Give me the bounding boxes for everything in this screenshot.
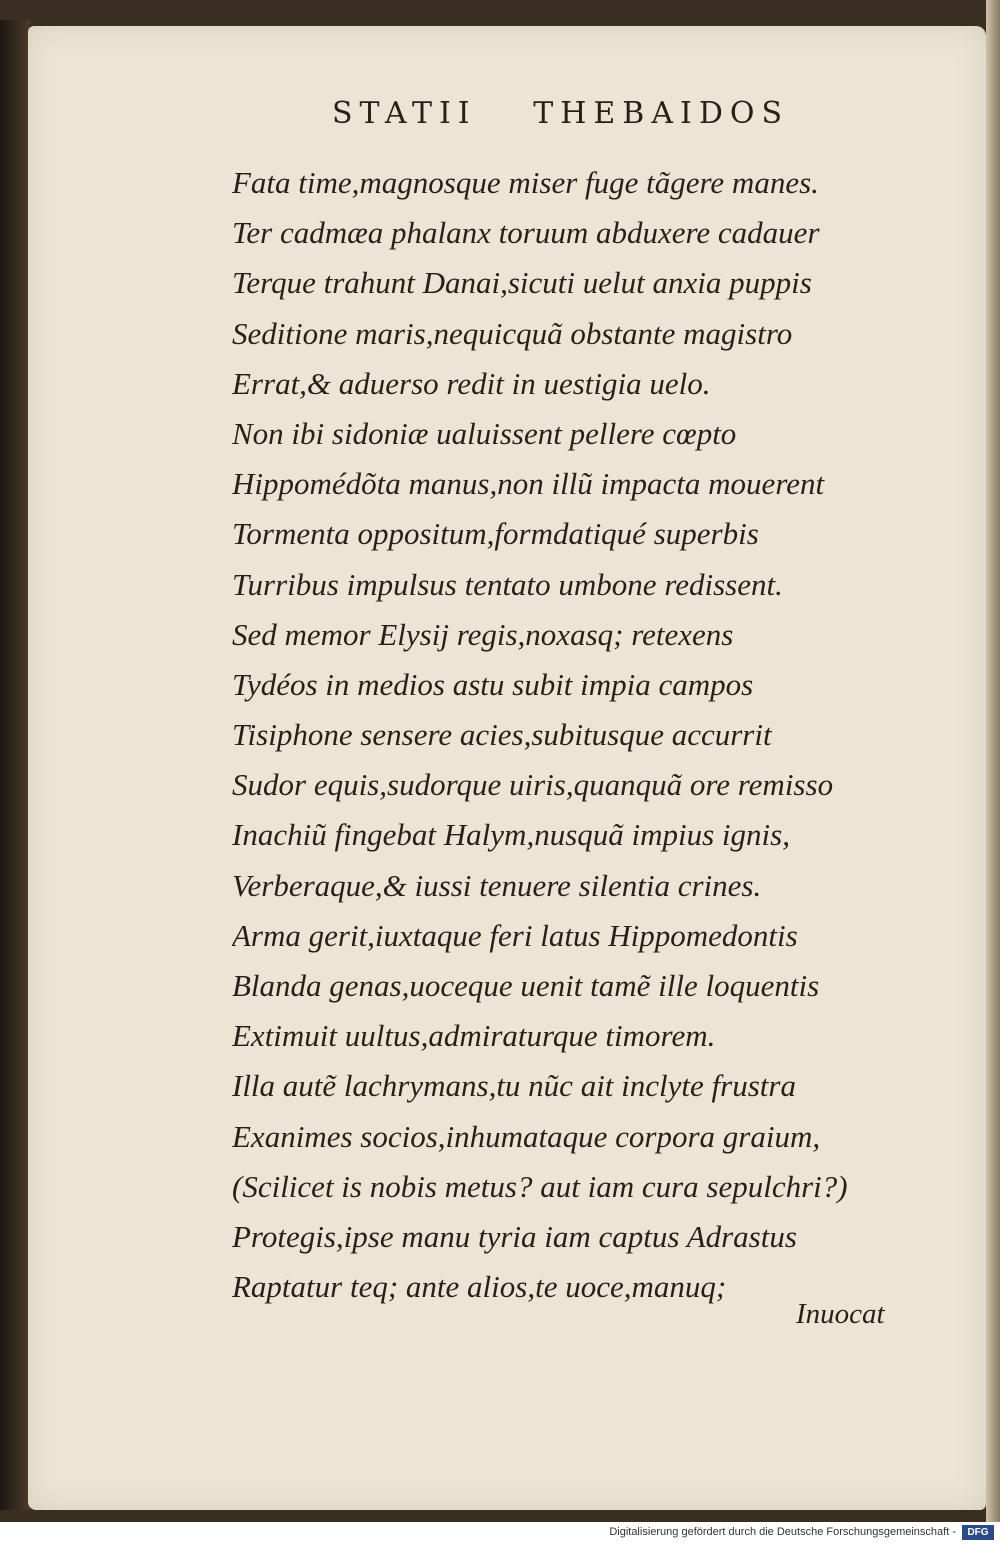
- verse-line: Blanda genas,uoceque uenit tamẽ ille loquentis: [232, 968, 820, 1003]
- verse-line: Non ibi sidoniæ ualuissent pellere cœpto: [232, 415, 737, 451]
- header-word-thebaidos: THEBAIDOS: [533, 96, 790, 131]
- catchword: Inuocat: [796, 1298, 885, 1330]
- verse-line: Turribus impulsus tentato umbone redissent.: [232, 566, 783, 602]
- verse-line: Hippomédõta manus,non illũ impacta mouerent: [232, 466, 825, 502]
- verse-line: Tydéos in medios astu subit impia campos: [232, 666, 754, 702]
- page-edge: [986, 0, 1000, 1522]
- verse-line: Exanimes socios,inhumataque corpora graium,: [232, 1118, 821, 1154]
- verse-line: Sudor equis,sudorque uiris,quanquã ore remisso: [232, 767, 834, 803]
- verse-line: Errat,& aduerso redit in uestigia uelo.: [232, 365, 711, 401]
- verse-line: (Scilicet is nobis metus? aut iam cura sepulchri?): [232, 1168, 848, 1204]
- verse-line: Seditione maris,nequicquã obstante magistro: [232, 315, 793, 351]
- verse-line: Protegis,ipse manu tyria iam captus Adrastus: [232, 1218, 797, 1254]
- header-word-statii: STATII: [332, 96, 477, 131]
- verse-block: [232, 158, 922, 1312]
- verse-line: Extimuit uultus,admiraturque timorem.: [232, 1018, 716, 1054]
- dfg-logo-icon: DFG: [962, 1525, 994, 1540]
- verse-line: Tisiphone sensere acies,subitusque accurrit: [232, 717, 772, 753]
- verse-line: Arma gerit,iuxtaque feri latus Hippomedontis: [232, 917, 798, 953]
- verse-line: Sed memor Elysij regis,noxasq; retexens: [232, 616, 734, 652]
- verse-line: Tormenta oppositum,formdatiqué superbis: [232, 516, 759, 552]
- funding-credit: Digitalisierung gefördert durch die Deutsche Forschungsgemeinschaft -: [609, 1526, 956, 1538]
- running-header: [332, 96, 829, 131]
- verse-line: Fata time,magnosque miser fuge tãgere manes.: [232, 165, 819, 200]
- verse-line: Illa autẽ lachrymans,tu nũc ait inclyte frustra: [232, 1068, 796, 1104]
- footer-bar: [0, 1522, 1000, 1544]
- book-spine: [0, 20, 30, 1510]
- verse-line: Verberaque,& iussi tenuere silentia crines.: [232, 867, 762, 903]
- verse-line: Terque trahunt Danai,sicuti uelut anxia puppis: [232, 265, 812, 301]
- verse-line: Inachiũ fingebat Halym,nusquã impius ignis,: [232, 817, 790, 853]
- verse-line: Raptatur teq; ante alios,te uoce,manuq;: [232, 1269, 727, 1305]
- verse-line: Ter cadmæa phalanx toruum abduxere cadauer: [232, 215, 820, 251]
